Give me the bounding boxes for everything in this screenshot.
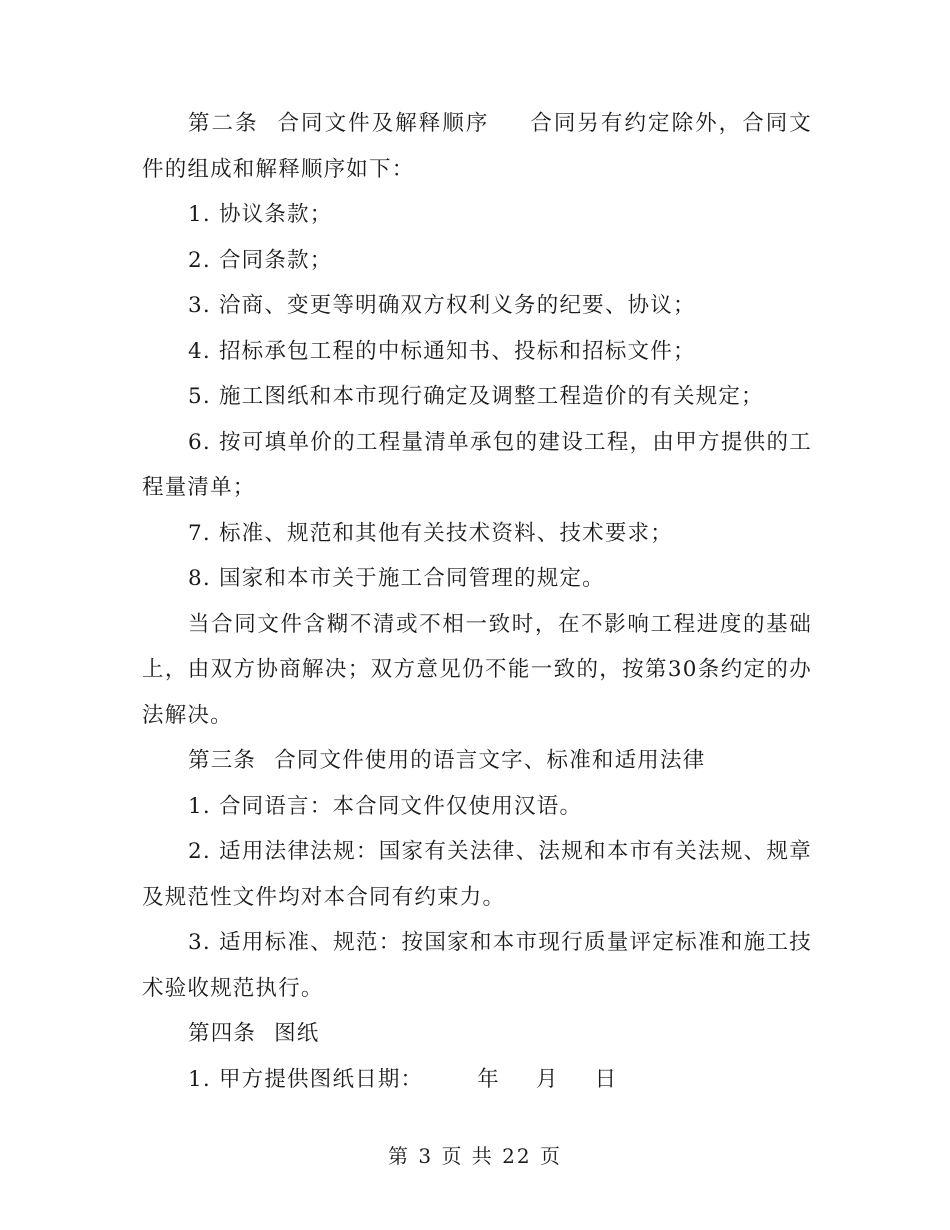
article-3-title: 合同文件使用的语言文字、标准和适用法律 bbox=[274, 748, 706, 773]
article-2-item-4: 4. 招标承包工程的中标通知书、投标和招标文件； bbox=[188, 338, 696, 364]
page-number-footer: 第 3 页 共 22 页 bbox=[388, 1144, 562, 1168]
article-3-number: 第三条 bbox=[188, 748, 257, 773]
article-2-item-2: 2. 合同条款； bbox=[188, 247, 333, 273]
article-2-intro: 合同另有约定除外，合同文件的组成和解释顺序如下： bbox=[142, 111, 813, 182]
article-2-item-1: 1. 协议条款； bbox=[188, 202, 333, 227]
article-3-item-2: 2. 适用法律法规：国家有关法律、法规和本市有关法规、规章及规范性文件均对本合同有约束力。 bbox=[142, 839, 812, 910]
article-2-closing: 当合同文件含糊不清或不相一致时，在不影响工程进度的基础上，由双方协商解决；双方意见仍不能一致的，按第30条约定的办法解决。 bbox=[142, 611, 812, 728]
year-label: 年 bbox=[477, 1066, 500, 1092]
article-3-item-3: 3. 适用标准、规范：按国家和本市现行质量评定标准和施工技术验收规范执行。 bbox=[142, 930, 812, 1001]
document-body bbox=[142, 101, 812, 1102]
month-label: 月 bbox=[535, 1066, 559, 1092]
article-3-heading bbox=[142, 738, 812, 784]
article-4-item-1 bbox=[142, 1057, 812, 1103]
article-2-item-6: 6. 按可填单价的工程量清单承包的建设工程，由甲方提供的工程量清单； bbox=[142, 429, 812, 500]
article-4-heading bbox=[142, 1011, 812, 1057]
article-2-title: 合同文件及解释顺序 bbox=[276, 111, 490, 136]
article-2-item-7: 7. 标准、规范和其他有关技术资料、技术要求； bbox=[188, 520, 673, 546]
article-2-item-8: 8. 国家和本市关于施工合同管理的规定。 bbox=[188, 566, 605, 591]
article-2-number: 第二条 bbox=[188, 111, 259, 136]
article-4-number: 第四条 bbox=[188, 1021, 257, 1046]
day-label: 日 bbox=[594, 1066, 618, 1092]
article-2-heading bbox=[142, 101, 812, 192]
drawing-date-label: 1. 甲方提供图纸日期： bbox=[188, 1066, 424, 1092]
article-3-item-1: 1. 合同语言：本合同文件仅使用汉语。 bbox=[188, 793, 583, 819]
article-2-item-3: 3. 洽商、变更等明确双方权利义务的纪要、协议； bbox=[188, 293, 696, 318]
article-4-title: 图纸 bbox=[274, 1021, 320, 1046]
article-2-item-5: 5. 施工图纸和本市现行确定及调整工程造价的有关规定； bbox=[188, 384, 764, 409]
